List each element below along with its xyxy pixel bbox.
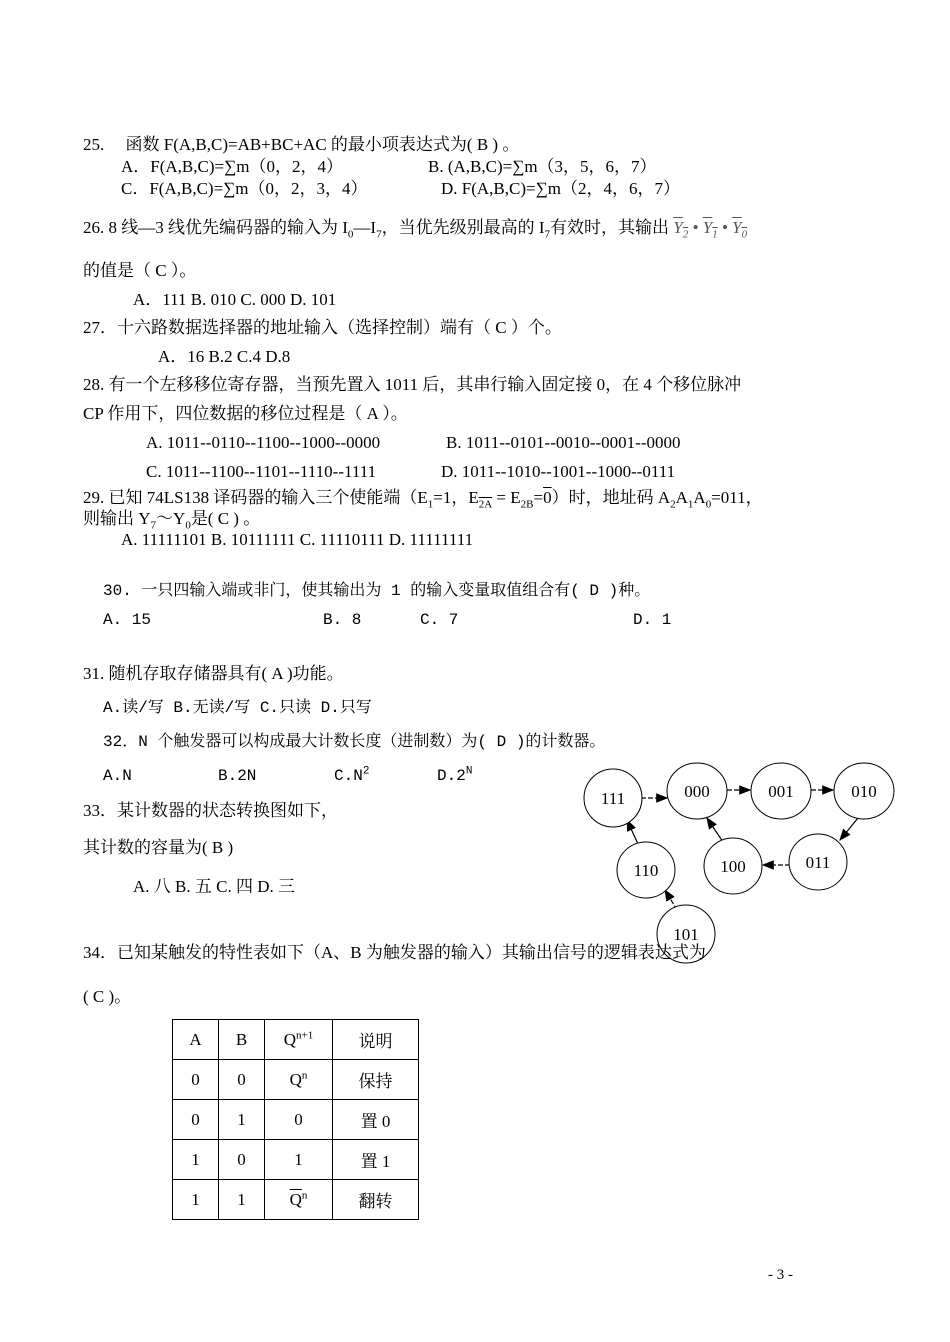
q25-stem: 25. 函数 F(A,B,C)=AB+BC+AC 的最小项表达式为( B ) 。 [83, 135, 520, 154]
q28-option-a: A. 1011--0110--1100--1000--0000 [146, 433, 381, 452]
header-note: 说明 [333, 1020, 419, 1060]
q25-option-b: B. (A,B,C)=∑m（3，5，6，7） [428, 157, 657, 176]
q28-line1: 28. 有一个左移移位寄存器，当预先置入 1011 后，其串行输入固定接 0，在 4 个移位脉冲 [83, 375, 742, 394]
q26-output-expression: $Y_2$ • $Y_1$ • $Y_0$ [673, 218, 748, 241]
q25-option-c: C．F(A,B,C)=∑m（0，2，3，4） [121, 179, 368, 198]
svg-text:101: 101 [673, 925, 699, 944]
q33-options: A. 八 B. 五 C. 四 D. 三 [133, 877, 295, 896]
q32-option-a: A.N [103, 767, 132, 785]
edge-110-111 [627, 820, 638, 844]
q33-line2: 其计数的容量为( B ) [83, 838, 234, 857]
q31-stem: 31. 随机存取存储器具有( A )功能。 [83, 664, 344, 683]
edge-010-011 [840, 818, 858, 840]
q33-line1: 33．某计数器的状态转换图如下， [83, 801, 338, 820]
q28-option-c: C. 1011--1100--1101--1110--1111 [146, 462, 377, 481]
q34-line1: 34．已知某触发的特性表如下（A、B 为触发器的输入）其输出信号的逻辑表达式为 [83, 943, 706, 962]
table-row [173, 1060, 419, 1100]
q30-option-b: B. 8 [323, 611, 362, 629]
header-q: $Q^{n+1}$ [265, 1020, 333, 1060]
q32-option-d: $D.2^N$ [437, 765, 473, 785]
cell-b: 0 [219, 1060, 265, 1100]
cell-note: 翻转 [333, 1180, 419, 1220]
cell-note: 保持 [333, 1060, 419, 1100]
table-row [173, 1140, 419, 1180]
cell-note: 置 1 [333, 1140, 419, 1180]
q32-option-c: $C.N^2$ [334, 765, 370, 785]
q31-options: A.读/写 B.无读/写 C.只读 D.只写 [103, 699, 372, 717]
q30-option-a: A. 15 [103, 611, 152, 629]
q27-stem: 27．十六路数据选择器的地址输入（选择控制）端有（ C ）个。 [83, 318, 562, 337]
state-diagram [575, 760, 905, 970]
cell-b: 0 [219, 1140, 265, 1180]
state-100 [704, 838, 762, 894]
q29-stem: 29. 已知 74LS138 译码器的输入三个使能端（$E_1=1$，$E_{2A} = E_{2B}=0$）时，地址码 $A_2A_1A_0=011$， [83, 488, 763, 511]
state-011 [789, 834, 847, 890]
table-row [173, 1180, 419, 1220]
table-header-row [173, 1020, 419, 1060]
q26-line2: 的值是（ C ）。 [83, 261, 197, 280]
q26-stem: 26. 8 线—3 线优先编码器的输入为 $I_0—I_7$，当优先级别最高的 $I_7$有效时，其输出 $Y_2$ • $Y_1$ • $Y_0$ [83, 218, 748, 241]
q32-stem: 32．N 个触发器可以构成最大计数长度（进制数）为( D )的计数器。 [103, 733, 606, 751]
cell-q: $\overline{Q}^n$ [265, 1180, 333, 1220]
table-row [173, 1100, 419, 1140]
q25-option-a: A．F(A,B,C)=∑m（0，2，4） [121, 157, 343, 176]
svg-text:001: 001 [768, 782, 794, 801]
q29-line2: 则输出 $Y_7\sim Y_0$是( C ) 。 [83, 509, 261, 532]
svg-text:011: 011 [805, 853, 831, 872]
cell-a: 0 [173, 1060, 219, 1100]
svg-text:000: 000 [684, 782, 710, 801]
cell-q: 0 [265, 1100, 333, 1140]
edge-100-000 [707, 818, 723, 842]
cell-q: $Q^n$ [265, 1060, 333, 1100]
q30-stem: 30. 一只四输入端或非门，使其输出为 1 的输入变量取值组合有( D )种。 [103, 582, 651, 600]
header-a: A [173, 1020, 219, 1060]
state-010 [834, 763, 894, 819]
svg-text:111: 111 [600, 789, 626, 808]
q26-options: A．111 B. 010 C. 000 D. 101 [133, 290, 337, 309]
state-110 [617, 842, 675, 898]
q27-options: A．16 B.2 C.4 D.8 [158, 347, 291, 366]
q32-option-b: B.2N [218, 767, 257, 785]
characteristic-table [172, 1019, 419, 1220]
q28-option-b: B. 1011--0101--0010--0001--0000 [446, 433, 681, 452]
q25-option-d: D. F(A,B,C)=∑m（2，4，6，7） [441, 179, 680, 198]
cell-a: 1 [173, 1140, 219, 1180]
page-number: - 3 - [768, 1267, 793, 1283]
q30-option-c: C. 7 [420, 611, 459, 629]
state-111 [584, 769, 642, 827]
q28-option-d: D. 1011--1010--1001--1000--0111 [441, 462, 676, 481]
q28-line2: CP 作用下，四位数据的移位过程是（ A ）。 [83, 404, 408, 423]
svg-text:100: 100 [720, 857, 746, 876]
cell-note: 置 0 [333, 1100, 419, 1140]
state-000 [667, 763, 727, 819]
q30-option-d: D. 1 [633, 611, 672, 629]
cell-a: 0 [173, 1100, 219, 1140]
header-b: B [219, 1020, 265, 1060]
svg-text:010: 010 [851, 782, 877, 801]
cell-q: 1 [265, 1140, 333, 1180]
svg-text:110: 110 [633, 861, 659, 880]
cell-b: 1 [219, 1180, 265, 1220]
cell-a: 1 [173, 1180, 219, 1220]
cell-b: 1 [219, 1100, 265, 1140]
q34-line2: ( C )。 [83, 987, 132, 1006]
q29-options: A. 11111101 B. 10111111 C. 11110111 D. 11111111 [121, 530, 474, 549]
state-001 [751, 763, 811, 819]
